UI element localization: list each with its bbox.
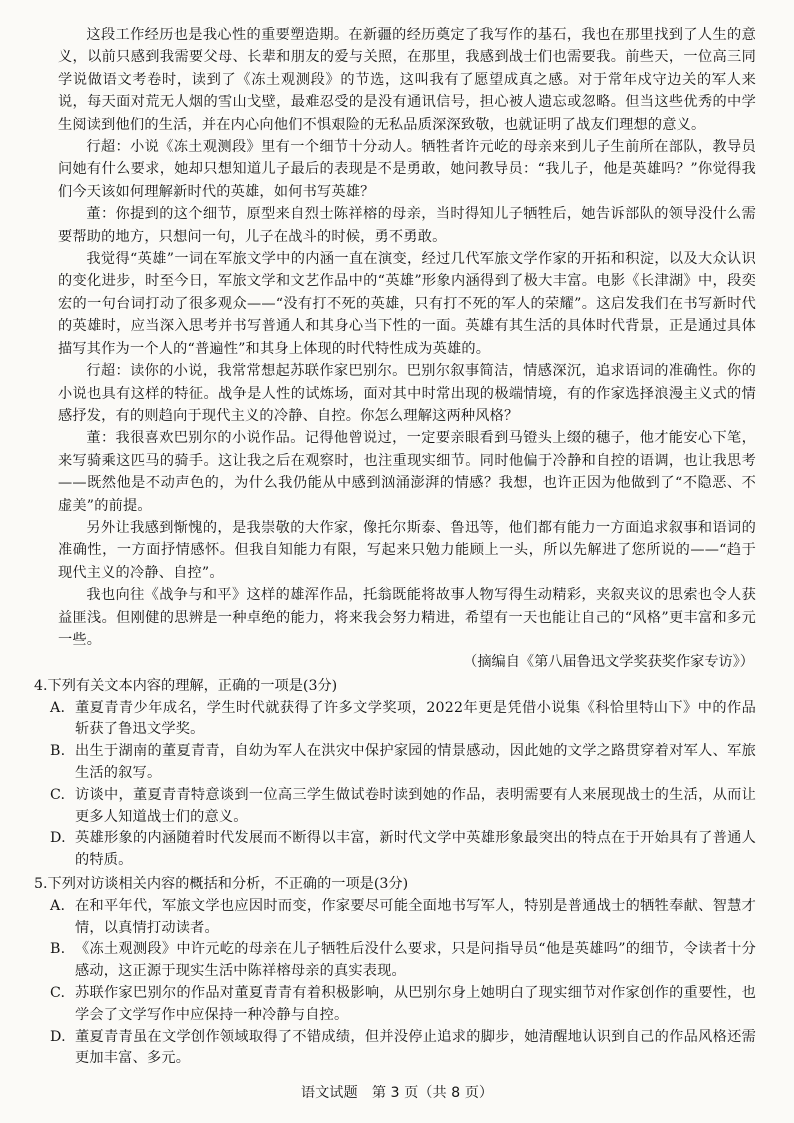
option-b: [50, 741, 756, 785]
option-key: C.: [50, 786, 66, 803]
option-key: C.: [50, 984, 66, 1001]
option-key: A.: [50, 897, 66, 914]
paragraph: 我觉得“英雄”一词在军旅文学中的内涵一直在演变，经过几代军旅文学作家的开拓和积淀，以及大众认识的变化进步，时至今日，军旅文学和文艺作品中的“英雄”形象内涵得到了极大丰富。电影《长津湖》中，段奕宏的一句台词打动了很多观众——“没有打不死的英雄，只有打不死的军人的荣耀”。这启发我们在书写新时代的英雄时，应当深入思考并书写普通人和其身心当下性的一面。英雄有其生活的具体时代背景，正是通过具体描写其作为一个人的“普遍性”和其身上体现的时代特性成为英雄的。: [58, 251, 756, 357]
option-a: [50, 896, 756, 940]
option-c: [50, 785, 756, 829]
option-text: 在和平年代，军旅文学也应因时而变，作家要尽可能全面地书写军人，特别是普通战士的牺牲奉献、智慧才情，以真情打动读者。: [75, 897, 756, 936]
option-text: 访谈中，董夏青青特意谈到一位高三学生做试卷时读到她的作品，表明需要有人来展现战士的生活，从而让更多人知道战士们的意义。: [75, 786, 756, 825]
question-stem: 4.下列有关文本内容的理解，正确的一项是(3分): [34, 677, 338, 694]
source-citation: （摘编自《第八届鲁迅文学奖获奖作家专访》）: [463, 654, 754, 671]
paragraph: 董：你提到的这个细节，原型来自烈士陈祥榕的母亲，当时得知儿子牺牲后，她告诉部队的领导没什么需要帮助的地方，只想问一句，儿子在战斗的时候，勇不勇敢。: [58, 206, 756, 245]
paragraph: 行超：读你的小说，我常常想起苏联作家巴别尔。巴别尔叙事简洁，情感深沉，追求语词的准确性。你的小说也具有这样的特征。战争是人性的试炼场，面对其中时常出现的极端情境，有的作家选择浪漫主义式的情感抒发，有的则趋向于现代主义的冷静、自控。你怎么理解这两种风格？: [58, 363, 756, 424]
paragraph: 董：我很喜欢巴别尔的小说作品。记得他曾说过，一定要亲眼看到马镫头上缀的穗子，他才能安心下笔，来写骑乘这匹马的骑手。这让我之后在观察时，也注重现实细节。同时他偏于冷静和自控的语调，也让我思考——既然他是不动声色的，为什么我仍能从中感到汹涌澎湃的情感？我想，也许正因为他做到了“不隐恶、不虚美”的前提。: [58, 430, 756, 514]
paragraph: 这段工作经历也是我心性的重要塑造期。在新疆的经历奠定了我写作的基石，我也在那里找到了人生的意义，以前只感到我需要父母、长辈和朋友的爱与关照，在那里，我感到战士们也需要我。前些天，一位高三同学说做语文考卷时，读到了《冻土观测段》的节选，这叫我有了愿望成真之感。对于常年戍守边关的军人来说，每天面对荒无人烟的雪山戈壁，最难忍受的是没有通讯信号，担心被人遗忘或忽略。但当这些优秀的中学生阅读到他们的生活，并在内心向他们不惧艰险的无私品质深深致敬，也就证明了战友们理想的意义。: [58, 27, 756, 133]
paragraph: 另外让我感到惭愧的，是我崇敬的大作家，像托尔斯泰、鲁迅等，他们都有能力一方面追求叙事和语词的准确性，一方面抒情感怀。但我自知能力有限，写起来只勉力能顾上一头，所以先解进了您所说的——“趋于现代主义的冷静、自控”。: [58, 519, 756, 581]
option-text: 英雄形象的内涵随着时代发展而不断得以丰富，新时代文学中英雄形象最突出的特点在于开始具有了普通人的特质。: [75, 830, 756, 869]
paragraph: 我也向往《战争与和平》这样的雄浑作品，托翁既能将故事人物写得生动精彩，夹叙夹议的思索也令人获益匪浅。但刚健的思辨是一种卓绝的能力，将来我会努力精进，希望有一天也能让自己的“风格”更丰富和多元一些。: [58, 587, 756, 648]
option-d: [50, 828, 756, 872]
option-key: B.: [50, 743, 66, 760]
interview-text: [58, 24, 756, 674]
option-text: 董夏青青虽在文学创作领域取得了不错成绩，但并没停止追求的脚步，她清醒地认识到自己的作品风格还需更加丰富、多元。: [75, 1028, 756, 1067]
option-a: [50, 698, 756, 742]
option-text: 董夏青青少年成名，学生时代就获得了许多文学奖项，2022年更是凭借小说集《科恰里特山下》中的作品斩获了鲁迅文学奖。: [75, 699, 756, 738]
option-b: [50, 939, 756, 983]
option-d: [50, 1027, 756, 1071]
option-key: D.: [50, 830, 66, 847]
option-c: [50, 983, 756, 1027]
option-key: B.: [50, 941, 66, 958]
option-key: D.: [50, 1028, 66, 1045]
option-text: 出生于湖南的董夏青青，自幼为军人在洪灾中保护家园的情景感动，因此她的文学之路贯穿着对军人、军旅生活的叙写。: [75, 743, 756, 781]
paragraph: 行超：小说《冻土观测段》里有一个细节十分动人。牺牲者许元屹的母亲来到儿子生前所在部队，教导员问她有什么要求，她却只想知道儿子最后的表现是不是勇敢，她问教导员：“我儿子，他是英雄吗？”你觉得我们今天该如何理解新时代的英雄，如何书写英雄？: [58, 139, 756, 200]
option-key: A.: [50, 699, 66, 716]
question-5: [34, 874, 756, 1070]
question-4: [34, 676, 756, 872]
option-text: 苏联作家巴别尔的作品对董夏青青有着积极影响，从巴别尔身上她明白了现实细节对作家创作的重要性，也学会了文学写作中应保持一种冷静与自控。: [75, 984, 756, 1023]
option-text: 《冻土观测段》中许元屹的母亲在儿子牺牲后没什么要求，只是问指导员“他是英雄吗”的细节，令读者十分感动，这正源于现实生活中陈祥榕母亲的真实表现。: [75, 941, 756, 980]
question-stem: 5.下列对访谈相关内容的概括和分析，不正确的一项是(3分): [34, 875, 409, 892]
page-footer: 语文试题 第 3 页（共 8 页）: [300, 1085, 494, 1101]
